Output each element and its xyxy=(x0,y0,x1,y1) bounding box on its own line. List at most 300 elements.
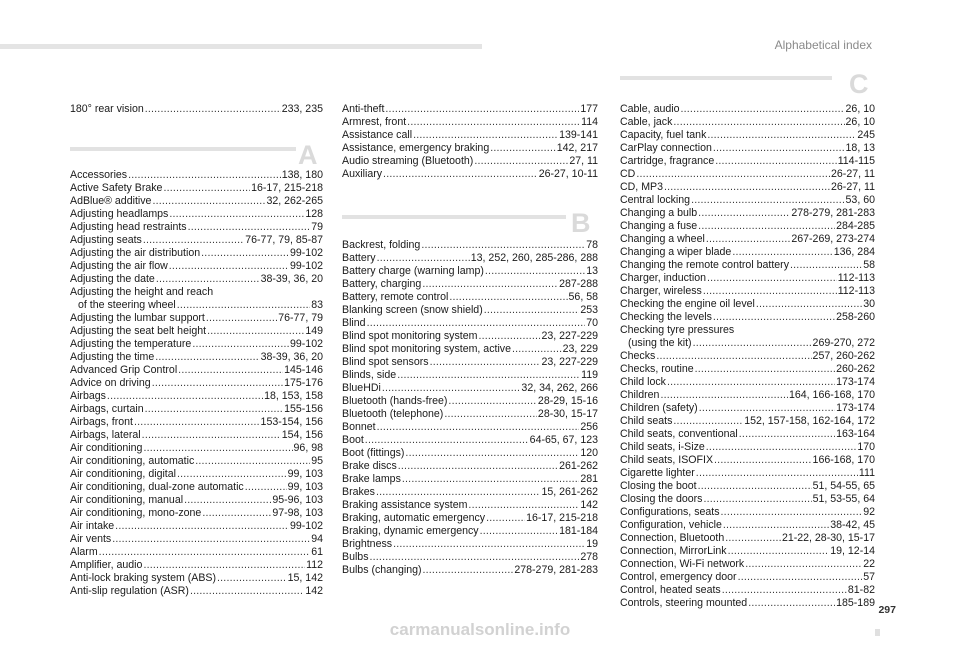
leader-dots xyxy=(748,597,835,610)
leader-dots xyxy=(673,116,844,129)
index-entry xyxy=(620,519,875,532)
page-header-title: Alphabetical index xyxy=(774,38,872,52)
index-pages: 30 xyxy=(863,298,875,310)
index-pages: 260-262 xyxy=(836,363,875,375)
leader-dots xyxy=(423,564,514,577)
index-pages: 23, 227-229 xyxy=(541,330,598,342)
index-entry xyxy=(620,285,875,298)
index-pages: 173-174 xyxy=(836,402,875,414)
index-term: Braking, automatic emergency xyxy=(342,512,486,524)
index-entry xyxy=(620,597,875,610)
leader-dots xyxy=(706,233,791,246)
index-term: Airbags, lateral xyxy=(70,429,141,441)
index-pages: 153-154, 156 xyxy=(260,416,323,428)
index-pages: 267-269, 273-274 xyxy=(791,233,875,245)
index-entry xyxy=(70,390,323,403)
leader-dots xyxy=(192,338,289,351)
index-term: Checks xyxy=(620,350,656,362)
index-entry xyxy=(342,525,598,538)
leader-dots xyxy=(790,259,862,272)
index-term: Configurations, seats xyxy=(620,506,720,518)
leader-dots xyxy=(383,168,538,181)
leader-dots xyxy=(206,312,277,325)
index-term: BlueHDi xyxy=(342,382,381,394)
leader-dots xyxy=(715,155,836,168)
leader-dots xyxy=(422,278,558,291)
leader-dots xyxy=(444,408,537,421)
header-bar xyxy=(0,44,482,49)
leader-dots xyxy=(201,247,289,260)
index-term: Central locking xyxy=(620,194,691,206)
index-term: Air vents xyxy=(70,533,112,545)
index-term: AdBlue® additive xyxy=(70,195,152,207)
index-entry xyxy=(620,259,875,272)
index-entry xyxy=(342,382,598,395)
leader-dots xyxy=(177,299,310,312)
index-term: Advice on driving xyxy=(70,377,151,389)
index-pages: 253 xyxy=(580,304,598,316)
index-pages: 13 xyxy=(586,265,598,277)
leader-dots xyxy=(107,390,263,403)
index-term: Charger, induction xyxy=(620,272,706,284)
index-column-2-b xyxy=(342,239,598,577)
section-divider xyxy=(620,76,832,80)
index-pages: 38-39, 36, 20 xyxy=(260,273,323,285)
index-pages: 83 xyxy=(311,299,323,311)
index-column-3-c xyxy=(620,103,875,610)
index-pages: 18, 153, 158 xyxy=(264,390,323,402)
index-entry xyxy=(70,533,323,546)
index-term: Capacity, fuel tank xyxy=(620,129,707,141)
index-term: Amplifier, audio xyxy=(70,559,143,571)
leader-dots xyxy=(367,317,586,330)
index-term: Battery, charging xyxy=(342,278,422,290)
index-term: Audio streaming (Bluetooth) xyxy=(342,155,474,167)
index-pages: 139-141 xyxy=(559,129,598,141)
index-entry xyxy=(620,363,875,376)
index-term: Air conditioning, manual xyxy=(70,494,184,506)
index-term: Battery xyxy=(342,252,376,264)
index-pages: 26-27, 11 xyxy=(831,168,875,180)
index-pages: 61 xyxy=(311,546,323,558)
index-entry xyxy=(620,246,875,259)
index-entry xyxy=(70,507,323,520)
leader-dots xyxy=(738,571,863,584)
leader-dots xyxy=(448,395,537,408)
index-pages: 136, 284 xyxy=(833,246,875,258)
index-pages: 287-288 xyxy=(559,278,598,290)
index-term: Air conditioning, dual-zone automatic xyxy=(70,481,244,493)
index-pages: 15, 261-262 xyxy=(541,486,598,498)
index-entry xyxy=(70,546,323,559)
index-term: Armrest, front xyxy=(342,116,407,128)
leader-dots xyxy=(703,493,811,506)
leader-dots xyxy=(156,273,260,286)
index-entry xyxy=(342,473,598,486)
index-pages: 92 xyxy=(863,506,875,518)
leader-dots xyxy=(664,181,830,194)
leader-dots xyxy=(636,168,830,181)
leader-dots xyxy=(485,265,585,278)
index-pages: 114 xyxy=(581,116,598,128)
index-pages: 269-270, 272 xyxy=(812,337,875,349)
index-pages: 256 xyxy=(580,421,598,433)
index-term: Adjusting the lumbar support xyxy=(70,312,205,324)
index-entry xyxy=(620,311,875,324)
index-entry xyxy=(70,377,323,390)
index-pages: 94 xyxy=(311,533,323,545)
index-term: Blind spot sensors xyxy=(342,356,429,368)
leader-dots xyxy=(681,103,845,116)
index-pages: 181-184 xyxy=(559,525,598,537)
leader-dots xyxy=(143,234,244,247)
index-list xyxy=(70,103,323,116)
index-term: Child seats, ISOFIX xyxy=(620,454,714,466)
leader-dots xyxy=(699,402,835,415)
index-entry xyxy=(342,512,598,525)
index-entry xyxy=(620,181,875,194)
index-term: Adjusting headlamps xyxy=(70,208,169,220)
index-term: CD xyxy=(620,168,636,180)
index-term: Airbags, curtain xyxy=(70,403,144,415)
index-pages: 76-77, 79, 85-87 xyxy=(245,234,323,246)
index-term: Cigarette lighter xyxy=(620,467,695,479)
index-term: CD, MP3 xyxy=(620,181,663,193)
index-term: Changing a bulb xyxy=(620,207,698,219)
index-pages: 145-146 xyxy=(284,364,323,376)
index-pages: 185-189 xyxy=(836,597,875,609)
index-entry xyxy=(70,442,323,455)
index-entry xyxy=(620,142,875,155)
leader-dots xyxy=(673,415,743,428)
leader-dots xyxy=(706,441,857,454)
index-term: Air intake xyxy=(70,520,115,532)
index-entry xyxy=(620,584,875,597)
index-entry xyxy=(70,234,323,247)
index-entry xyxy=(70,273,323,286)
index-entry xyxy=(620,402,875,415)
index-entry xyxy=(342,278,598,291)
index-entry xyxy=(70,299,323,312)
index-pages: 99-102 xyxy=(290,247,323,259)
index-entry xyxy=(620,155,875,168)
index-entry xyxy=(70,455,323,468)
index-pages: 19, 12-14 xyxy=(830,545,875,557)
index-term: Blind spot monitoring system xyxy=(342,330,478,342)
index-pages: 128 xyxy=(305,208,323,220)
index-term: CarPlay connection xyxy=(620,142,712,154)
index-list xyxy=(620,103,875,610)
index-entry xyxy=(342,551,598,564)
leader-dots xyxy=(128,169,281,182)
index-pages: 111 xyxy=(858,467,875,479)
index-entry xyxy=(70,520,323,533)
index-term: Adjusting the air distribution xyxy=(70,247,201,259)
section-letter-c: C xyxy=(849,69,869,99)
index-term: (using the kit) xyxy=(628,337,692,349)
index-term: Blind spot monitoring system, active xyxy=(342,343,511,355)
watermark: carmanualsonline.info xyxy=(389,620,571,639)
index-pages: 51, 53-55, 64 xyxy=(812,493,875,505)
index-term: Bluetooth (hands-free) xyxy=(342,395,448,407)
leader-dots xyxy=(421,239,585,252)
index-pages: 57 xyxy=(863,571,875,583)
index-entry xyxy=(70,494,323,507)
index-entry xyxy=(70,325,323,338)
index-pages: 173-174 xyxy=(836,376,875,388)
leader-dots xyxy=(169,208,304,221)
index-pages: 152, 157-158, 162-164, 172 xyxy=(744,415,875,427)
index-term: Blinds, side xyxy=(342,369,397,381)
index-pages: 22 xyxy=(863,558,875,570)
index-term: Child seats, conventional xyxy=(620,428,738,440)
index-term: Configuration, vehicle xyxy=(620,519,722,531)
leader-dots xyxy=(202,507,271,520)
section-divider xyxy=(70,147,296,151)
index-column-1-a xyxy=(70,169,323,598)
leader-dots xyxy=(195,455,310,468)
leader-dots xyxy=(397,369,580,382)
index-term: Checking the levels xyxy=(620,311,712,323)
leader-dots xyxy=(393,538,585,551)
index-entry xyxy=(70,221,323,234)
leader-dots xyxy=(163,182,250,195)
index-entry xyxy=(620,415,875,428)
index-term: Changing a fuse xyxy=(620,220,698,232)
leader-dots xyxy=(693,337,812,350)
leader-dots xyxy=(112,533,310,546)
index-term: Checking tyre pressures xyxy=(620,324,735,336)
index-entry xyxy=(620,116,875,129)
index-entry xyxy=(620,493,875,506)
index-entry xyxy=(620,506,875,519)
index-term: Changing a wheel xyxy=(620,233,705,245)
index-term: Battery, remote control xyxy=(342,291,449,303)
index-pages: 149 xyxy=(305,325,323,337)
index-pages: 112-113 xyxy=(837,285,875,297)
index-entry xyxy=(342,317,598,330)
index-entry xyxy=(620,480,875,493)
leader-dots xyxy=(732,246,832,259)
leader-dots xyxy=(728,545,830,558)
leader-dots xyxy=(169,260,289,273)
index-pages: 96, 98 xyxy=(293,442,323,454)
index-entry xyxy=(70,364,323,377)
index-pages: 278-279, 281-283 xyxy=(791,207,875,219)
index-pages: 95-96, 103 xyxy=(272,494,323,506)
index-pages: 258-260 xyxy=(836,311,875,323)
leader-dots xyxy=(377,252,470,265)
index-list xyxy=(70,169,323,598)
index-entry xyxy=(342,239,598,252)
index-column-1 xyxy=(70,103,323,116)
index-entry xyxy=(620,194,875,207)
index-term: Cable, jack xyxy=(620,116,673,128)
index-entry xyxy=(342,252,598,265)
index-term: Active Safety Brake xyxy=(70,182,163,194)
index-entry xyxy=(70,351,323,364)
leader-dots xyxy=(376,486,540,499)
index-pages: 233, 235 xyxy=(281,103,323,115)
leader-dots xyxy=(725,532,781,545)
index-pages: 119 xyxy=(581,369,598,381)
index-term: Checking the engine oil level xyxy=(620,298,755,310)
index-term: Airbags xyxy=(70,390,106,402)
index-term: Battery charge (warning lamp) xyxy=(342,265,484,277)
leader-dots xyxy=(714,454,812,467)
index-term: Bulbs (changing) xyxy=(342,564,422,576)
index-entry xyxy=(342,168,598,181)
index-pages: 27, 11 xyxy=(569,155,598,167)
index-pages: 16-17, 215-218 xyxy=(251,182,323,194)
index-entry xyxy=(342,408,598,421)
index-pages: 76-77, 79 xyxy=(278,312,323,324)
leader-dots xyxy=(691,194,844,207)
index-term: Child seats, i-Size xyxy=(620,441,705,453)
index-entry xyxy=(620,298,875,311)
leader-dots xyxy=(707,272,837,285)
index-entry xyxy=(620,233,875,246)
leader-dots xyxy=(512,343,562,356)
index-pages: 38-39, 36, 20 xyxy=(260,351,323,363)
index-term: Changing the remote control battery xyxy=(620,259,790,271)
leader-dots xyxy=(377,421,580,434)
index-term: Connection, Wi-Fi network xyxy=(620,558,745,570)
index-entry xyxy=(620,324,875,337)
index-entry xyxy=(70,585,323,598)
index-term: Anti-lock braking system (ABS) xyxy=(70,572,217,584)
index-entry xyxy=(70,286,323,299)
index-entry xyxy=(620,129,875,142)
index-entry xyxy=(620,337,875,350)
leader-dots xyxy=(698,207,790,220)
index-entry xyxy=(342,369,598,382)
leader-dots xyxy=(695,363,836,376)
index-term: Brake lamps xyxy=(342,473,401,485)
index-term: Cartridge, fragrance xyxy=(620,155,715,167)
index-entry xyxy=(620,454,875,467)
index-pages: 99, 103 xyxy=(287,468,323,480)
index-term: Braking assistance system xyxy=(342,499,468,511)
index-pages: 18, 13 xyxy=(845,142,875,154)
leader-dots xyxy=(405,447,579,460)
index-pages: 284-285 xyxy=(836,220,875,232)
index-pages: 64-65, 67, 123 xyxy=(529,434,598,446)
index-term: Brakes xyxy=(342,486,375,498)
leader-dots xyxy=(721,506,863,519)
index-pages: 155-156 xyxy=(284,403,323,415)
index-pages: 281 xyxy=(580,473,598,485)
index-entry xyxy=(70,195,323,208)
leader-dots xyxy=(184,494,271,507)
leader-dots xyxy=(698,480,812,493)
index-pages: 23, 229 xyxy=(562,343,598,355)
index-entry xyxy=(620,558,875,571)
leader-dots xyxy=(143,559,305,572)
index-pages: 26, 10 xyxy=(845,116,875,128)
index-term: Advanced Grip Control xyxy=(70,364,178,376)
leader-dots xyxy=(722,584,847,597)
leader-dots xyxy=(468,499,579,512)
index-pages: 278 xyxy=(580,551,598,563)
index-entry xyxy=(342,265,598,278)
index-pages: 26-27, 10-11 xyxy=(538,168,598,180)
index-entry xyxy=(342,142,598,155)
index-term: Blanking screen (snow shield) xyxy=(342,304,483,316)
index-entry xyxy=(620,220,875,233)
index-pages: 177 xyxy=(580,103,598,115)
index-entry xyxy=(70,468,323,481)
index-term: Assistance call xyxy=(342,129,413,141)
index-entry xyxy=(70,182,323,195)
index-pages: 28-29, 15-16 xyxy=(537,395,598,407)
index-term: Adjusting the seat belt height xyxy=(70,325,207,337)
section-divider xyxy=(342,215,566,219)
index-entry xyxy=(342,155,598,168)
index-entry xyxy=(620,545,875,558)
index-entry xyxy=(70,559,323,572)
leader-dots xyxy=(707,129,856,142)
index-entry xyxy=(70,208,323,221)
index-term: Brightness xyxy=(342,538,393,550)
index-pages: 32, 262-265 xyxy=(266,195,323,207)
index-term: Connection, MirrorLink xyxy=(620,545,727,557)
leader-dots xyxy=(696,467,858,480)
index-term: Airbags, front xyxy=(70,416,134,428)
index-entry xyxy=(342,564,598,577)
index-entry xyxy=(620,532,875,545)
index-entry xyxy=(342,421,598,434)
index-entry xyxy=(70,312,323,325)
leader-dots xyxy=(703,285,837,298)
index-entry xyxy=(620,168,875,181)
index-entry xyxy=(70,481,323,494)
index-entry xyxy=(70,429,323,442)
index-term: Children xyxy=(620,389,660,401)
index-pages: 164, 166-168, 170 xyxy=(788,389,875,401)
leader-dots xyxy=(145,403,284,416)
index-pages: 142 xyxy=(580,499,598,511)
index-column-2 xyxy=(342,103,598,181)
index-entry xyxy=(620,103,875,116)
index-pages: 23, 227-229 xyxy=(541,356,598,368)
leader-dots xyxy=(413,129,558,142)
index-pages: 79 xyxy=(311,221,323,233)
leader-dots xyxy=(190,585,304,598)
leader-dots xyxy=(656,350,811,363)
leader-dots xyxy=(484,304,580,317)
index-pages: 99, 103 xyxy=(287,481,323,493)
leader-dots xyxy=(245,481,287,494)
index-term: 180° rear vision xyxy=(70,103,144,115)
index-pages: 56, 58 xyxy=(568,291,598,303)
leader-dots xyxy=(99,546,311,559)
index-entry xyxy=(620,428,875,441)
index-pages: 95 xyxy=(311,455,323,467)
index-pages: 81-82 xyxy=(847,584,875,596)
index-pages: 26-27, 11 xyxy=(831,181,875,193)
leader-dots xyxy=(178,364,283,377)
leader-dots xyxy=(207,325,304,338)
index-term: Control, heated seats xyxy=(620,584,721,596)
index-entry xyxy=(70,416,323,429)
index-pages: 70 xyxy=(586,317,598,329)
leader-dots xyxy=(486,512,525,525)
index-pages: 112-113 xyxy=(837,272,875,284)
index-term: Children (safety) xyxy=(620,402,698,414)
leader-dots xyxy=(177,468,287,481)
index-pages: 120 xyxy=(580,447,598,459)
